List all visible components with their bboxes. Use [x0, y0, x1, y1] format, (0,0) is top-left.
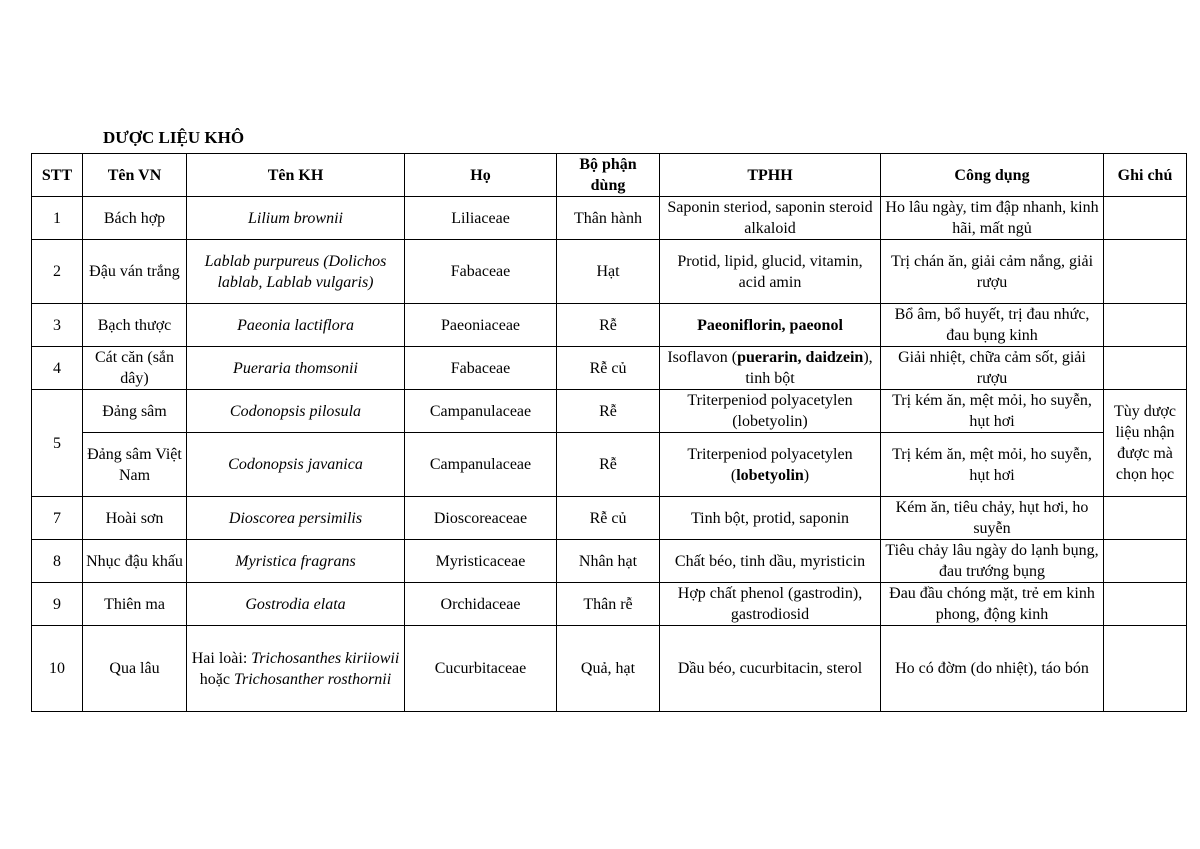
- tphh-bold-text: puerarin, daidzein: [737, 349, 864, 366]
- cell-ho: Orchidaceae: [405, 583, 557, 626]
- cell-cong-dung: Trị kém ăn, mệt mỏi, ho suyễn, hụt hơi: [881, 433, 1104, 497]
- cell-stt: 5: [32, 390, 83, 497]
- cell-stt: 4: [32, 347, 83, 390]
- cell-tphh: [660, 347, 881, 390]
- ten-kh-sci-text: Trichosanther rosthornii: [233, 670, 392, 688]
- cell-ghi-chu: [1104, 540, 1187, 583]
- cell-bo-phan: Thân rễ: [557, 583, 660, 626]
- cell-cong-dung: Ho lâu ngày, tim đập nhanh, kinh hãi, mất ngủ: [881, 197, 1104, 240]
- ten-kh-text: Hai loài:: [191, 649, 252, 667]
- cell-tphh: Tinh bột, protid, saponin: [660, 497, 881, 540]
- tphh-bold-text: lobetyolin: [736, 466, 804, 484]
- cell-cong-dung: Trị kém ăn, mệt mỏi, ho suyễn, hụt hơi: [881, 390, 1104, 433]
- cell-ten-vn: Bách hợp: [83, 197, 187, 240]
- header-row: [32, 154, 1187, 197]
- cell-ghi-chu: [1104, 497, 1187, 540]
- cell-cong-dung: Tiêu chảy lâu ngày do lạnh bụng, đau trướng bụng: [881, 540, 1104, 583]
- table-row: [32, 390, 1187, 433]
- header-ten-vn: Tên VN: [83, 154, 187, 197]
- tphh-text: Isoflavon (: [667, 349, 738, 366]
- cell-ten-vn: Đảng sâm: [83, 390, 187, 433]
- cell-ten-kh: Dioscorea persimilis: [187, 497, 405, 540]
- cell-tphh: Dầu béo, cucurbitacin, sterol: [660, 626, 881, 712]
- cell-tphh: Hợp chất phenol (gastrodin), gastrodiosid: [660, 583, 881, 626]
- cell-ho: Dioscoreaceae: [405, 497, 557, 540]
- cell-tphh: [660, 433, 881, 497]
- tphh-text: Triterpeniod polyacetylen (: [687, 445, 853, 484]
- cell-ten-kh: Myristica fragrans: [187, 540, 405, 583]
- table-row: [32, 497, 1187, 540]
- cell-cong-dung: Ho có đờm (do nhiệt), táo bón: [881, 626, 1104, 712]
- cell-ghi-chu: Tùy dược liệu nhận được mà chọn học: [1104, 390, 1187, 497]
- cell-ten-kh: Codonopsis javanica: [187, 433, 405, 497]
- header-tphh: TPHH: [660, 154, 881, 197]
- table-row: [32, 583, 1187, 626]
- cell-ten-kh: Paeonia lactiflora: [187, 304, 405, 347]
- table-row: [32, 240, 1187, 304]
- cell-ten-kh: Codonopsis pilosula: [187, 390, 405, 433]
- cell-cong-dung: Giải nhiệt, chữa cảm sốt, giải rượu: [881, 347, 1104, 390]
- cell-stt: 2: [32, 240, 83, 304]
- cell-cong-dung: Kém ăn, tiêu chảy, hụt hơi, ho suyễn: [881, 497, 1104, 540]
- cell-ho: Campanulaceae: [405, 433, 557, 497]
- cell-ten-vn: Đảng sâm Việt Nam: [83, 433, 187, 497]
- cell-tphh: Paeoniflorin, paeonol: [660, 304, 881, 347]
- cell-ten-vn: Nhục đậu khấu: [83, 540, 187, 583]
- header-stt: STT: [32, 154, 83, 197]
- herb-table: [31, 153, 1187, 712]
- cell-ten-vn: Hoài sơn: [83, 497, 187, 540]
- cell-bo-phan: Quả, hạt: [557, 626, 660, 712]
- cell-ghi-chu: [1104, 347, 1187, 390]
- cell-ho: Fabaceae: [405, 240, 557, 304]
- cell-stt: 3: [32, 304, 83, 347]
- cell-tphh: Saponin steriod, saponin steroid alkaloid: [660, 197, 881, 240]
- cell-bo-phan: Thân hành: [557, 197, 660, 240]
- cell-ten-kh: [187, 626, 405, 712]
- cell-ten-vn: Qua lâu: [83, 626, 187, 712]
- cell-ten-kh: Lilium brownii: [187, 197, 405, 240]
- cell-bo-phan: Hạt: [557, 240, 660, 304]
- cell-stt: 10: [32, 626, 83, 712]
- table-row: [32, 197, 1187, 240]
- cell-ten-vn: Bạch thược: [83, 304, 187, 347]
- header-ghi-chu: Ghi chú: [1104, 154, 1187, 197]
- header-ho: Họ: [405, 154, 557, 197]
- cell-stt: 7: [32, 497, 83, 540]
- cell-ghi-chu: [1104, 304, 1187, 347]
- cell-ho: Paeoniaceae: [405, 304, 557, 347]
- cell-ho: Fabaceae: [405, 347, 557, 390]
- cell-bo-phan: Rễ củ: [557, 347, 660, 390]
- ten-kh-sci-text: Trichosanthes kiriiowii: [251, 649, 400, 667]
- cell-ho: Campanulaceae: [405, 390, 557, 433]
- cell-bo-phan: Rễ củ: [557, 497, 660, 540]
- cell-ten-vn: Thiên ma: [83, 583, 187, 626]
- table-row: [32, 540, 1187, 583]
- table-row: [32, 304, 1187, 347]
- tphh-text: ), tinh bột: [745, 349, 873, 387]
- cell-ho: Myristicaceae: [405, 540, 557, 583]
- cell-cong-dung: Đau đầu chóng mặt, trẻ em kinh phong, động kinh: [881, 583, 1104, 626]
- header-cong-dung: Công dụng: [881, 154, 1104, 197]
- cell-bo-phan: Rễ: [557, 304, 660, 347]
- document-title: DƯỢC LIỆU KHÔ: [103, 128, 245, 147]
- cell-bo-phan: Nhân hạt: [557, 540, 660, 583]
- cell-cong-dung: Trị chán ăn, giải cảm nắng, giải rượu: [881, 240, 1104, 304]
- cell-ten-kh: Gostrodia elata: [187, 583, 405, 626]
- cell-ghi-chu: [1104, 583, 1187, 626]
- cell-ten-kh: Pueraria thomsonii: [187, 347, 405, 390]
- cell-cong-dung: Bổ âm, bổ huyết, trị đau nhức, đau bụng kinh: [881, 304, 1104, 347]
- cell-ten-vn: Cát căn (sắn dây): [83, 347, 187, 390]
- table-row: [32, 433, 1187, 497]
- cell-ghi-chu: [1104, 197, 1187, 240]
- cell-ho: Liliaceae: [405, 197, 557, 240]
- cell-stt: 8: [32, 540, 83, 583]
- cell-bo-phan: Rễ: [557, 390, 660, 433]
- cell-tphh: Triterpeniod polyacetylen (lobetyolin): [660, 390, 881, 433]
- cell-bo-phan: Rễ: [557, 433, 660, 497]
- header-ten-kh: Tên KH: [187, 154, 405, 197]
- cell-tphh: Chất béo, tinh dầu, myristicin: [660, 540, 881, 583]
- cell-ghi-chu: [1104, 626, 1187, 712]
- cell-ten-vn: Đậu ván trắng: [83, 240, 187, 304]
- cell-stt: 1: [32, 197, 83, 240]
- cell-ten-kh: Lablab purpureus (Dolichos lablab, Lablab vulgaris): [187, 240, 405, 304]
- table-row: [32, 347, 1187, 390]
- ten-kh-text: hoặc: [199, 670, 234, 688]
- table-row: [32, 626, 1187, 712]
- cell-ghi-chu: [1104, 240, 1187, 304]
- cell-stt: 9: [32, 583, 83, 626]
- tphh-text: ): [803, 466, 810, 484]
- header-bo-phan: Bộ phận dùng: [557, 154, 660, 197]
- cell-tphh: Protid, lipid, glucid, vitamin, acid amin: [660, 240, 881, 304]
- cell-ho: Cucurbitaceae: [405, 626, 557, 712]
